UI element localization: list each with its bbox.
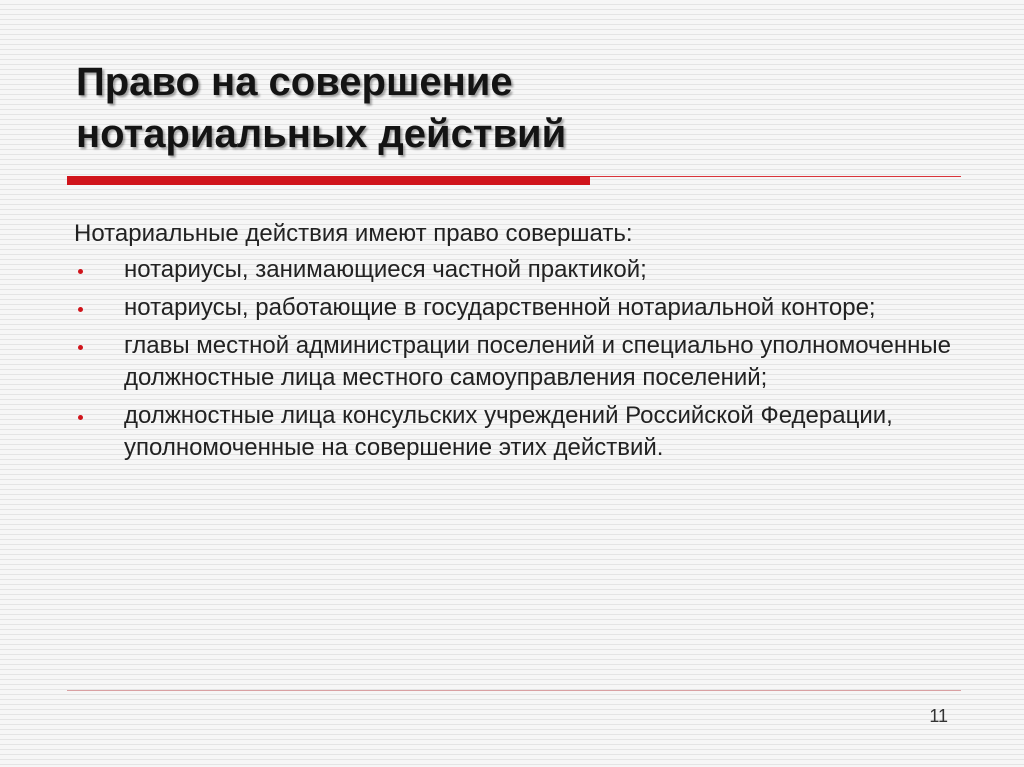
red-dot-bullet-icon (78, 345, 83, 350)
bullet-text: нотариусы, работающие в государственной нотариальной конторе; (124, 294, 876, 321)
intro-text: Нотариальные действия имеют право совершать: (74, 220, 633, 247)
title-underline-thin (590, 176, 961, 177)
slide-body (74, 218, 954, 470)
slide-title (76, 56, 956, 160)
bullet-text: нотариусы, занимающиеся частной практикой; (124, 256, 647, 283)
slide-title-line-1: Право на совершение (76, 60, 513, 104)
bullet-item (74, 330, 954, 394)
title-underline-accent (67, 176, 590, 185)
slide-title-line-2: нотариальных действий (76, 112, 567, 156)
bullet-text: главы местной администрации поселений и специально уполномоченные должностные лица местного самоуправления поселений; (124, 332, 951, 391)
bullet-item (74, 400, 954, 464)
red-dot-bullet-icon (78, 415, 83, 420)
bullet-list (74, 254, 954, 464)
red-dot-bullet-icon (78, 269, 83, 274)
bullet-text: должностные лица консульских учреждений Российской Федерации, уполномоченные на совершение этих действий. (124, 402, 893, 461)
bullet-item (74, 292, 954, 324)
footer-divider (67, 690, 961, 691)
bullet-item (74, 254, 954, 286)
red-dot-bullet-icon (78, 307, 83, 312)
page-number: 11 (929, 706, 948, 726)
